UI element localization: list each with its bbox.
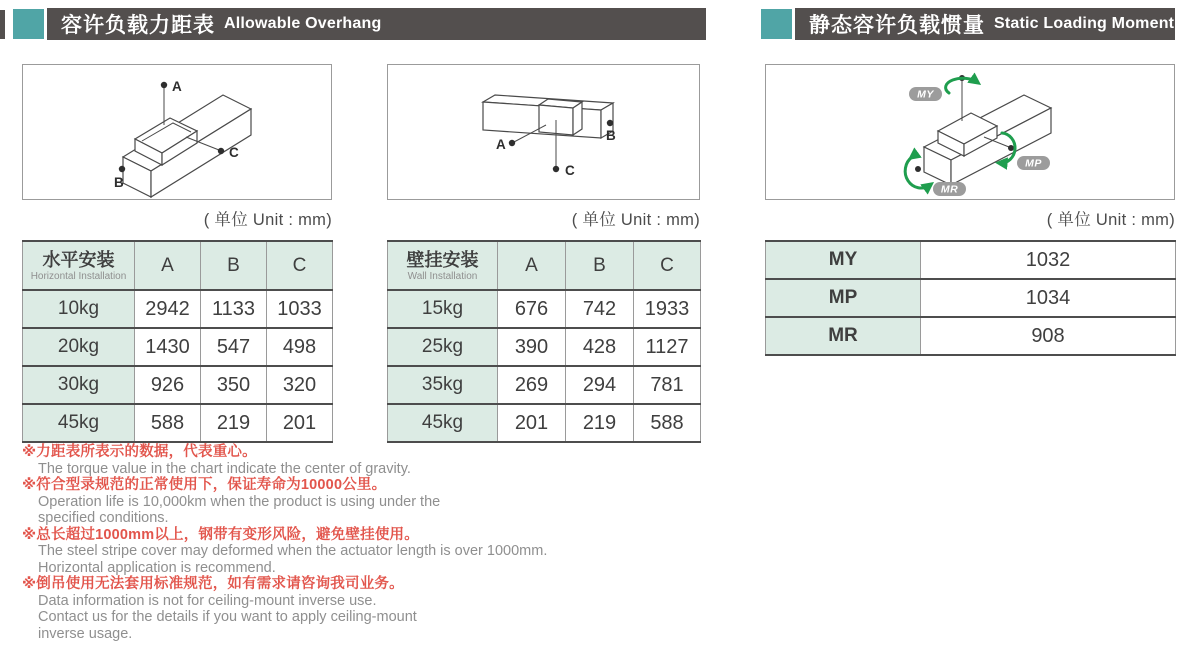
- value-cell: 498: [267, 328, 333, 366]
- value-cell: 781: [634, 366, 701, 404]
- actuator-isometric-drawing: [388, 65, 699, 199]
- column-header-c: C: [634, 241, 701, 290]
- value-cell: 547: [201, 328, 267, 366]
- value-cell: 219: [566, 404, 634, 442]
- row-label: MY: [766, 241, 921, 279]
- point-b-label: B: [114, 175, 124, 190]
- column-header-a: A: [135, 241, 201, 290]
- value-cell: 742: [566, 290, 634, 328]
- unit-label: ( 单位 Unit : mm): [571, 211, 700, 229]
- column-header-b: B: [566, 241, 634, 290]
- value-cell: 676: [498, 290, 566, 328]
- value-cell: 428: [566, 328, 634, 366]
- value-cell: 1127: [634, 328, 701, 366]
- table-header-row: [23, 241, 333, 290]
- value-cell: 201: [498, 404, 566, 442]
- note-en: Data information is not for ceiling-mount inverse use.: [38, 592, 377, 609]
- table-row: [388, 290, 701, 328]
- value-cell: 1032: [921, 241, 1176, 279]
- value-cell: 2942: [135, 290, 201, 328]
- value-cell: 588: [135, 404, 201, 442]
- section-header-static-loading-moment: [795, 8, 1175, 40]
- horizontal-installation-table: [22, 240, 333, 443]
- table-row: [766, 279, 1176, 317]
- value-cell: 320: [267, 366, 333, 404]
- my-rotation-axis: [909, 75, 977, 121]
- section-title-zh: 静态容许负载惯量: [809, 14, 985, 37]
- table-row: [388, 328, 701, 366]
- table-title-cell: [388, 241, 498, 290]
- header-accent-square-right: [761, 9, 792, 39]
- unit-label: ( 单位 Unit : mm): [203, 211, 332, 229]
- page-edge-mark: [0, 10, 5, 39]
- value-cell: 390: [498, 328, 566, 366]
- header-accent-square-left: [13, 9, 44, 39]
- section-title-en: Static Loading Moment: [994, 15, 1175, 32]
- table-header-row: [388, 241, 701, 290]
- row-label: 10kg: [23, 290, 135, 328]
- row-label: 35kg: [388, 366, 498, 404]
- mr-badge-label: MR: [940, 183, 959, 196]
- table-title-en: Horizontal Installation: [30, 270, 127, 282]
- row-label: MR: [766, 317, 921, 355]
- table-title-en: Wall Installation: [407, 270, 478, 282]
- column-header-a: A: [498, 241, 566, 290]
- note-en: Contact us for the details if you want to apply ceiling-mount: [38, 609, 417, 625]
- table-row: [766, 317, 1176, 355]
- row-label: 45kg: [388, 404, 498, 442]
- column-header-c: C: [267, 241, 333, 290]
- static-loading-moment-diagram: [765, 64, 1175, 200]
- horizontal-installation-diagram: [22, 64, 332, 200]
- table-title-cell: [23, 241, 135, 290]
- actuator-moment-drawing: [766, 65, 1174, 199]
- value-cell: 350: [201, 366, 267, 404]
- value-cell: 1033: [267, 290, 333, 328]
- note-zh: ※符合型录规范的正常使用下，保证寿命为10000公里。: [22, 477, 387, 493]
- row-label: 25kg: [388, 328, 498, 366]
- table-row: [388, 366, 701, 404]
- note-en: The torque value in the chart indicate the center of gravity.: [38, 460, 411, 477]
- row-label: 45kg: [23, 404, 135, 442]
- point-c-label: C: [565, 163, 575, 178]
- note-zh: ※力距表所表示的数据，代表重心。: [22, 444, 257, 460]
- table-title-zh: 壁挂安装: [406, 249, 479, 270]
- value-cell: 294: [566, 366, 634, 404]
- note-en: specified conditions.: [38, 510, 169, 526]
- note-en: Horizontal application is recommend.: [38, 559, 276, 576]
- section-header-allowable-overhang: [47, 8, 706, 40]
- value-cell: 1133: [201, 290, 267, 328]
- note-en: The steel stripe cover may deformed when the actuator length is over 1000mm.: [38, 543, 548, 559]
- wall-installation-table: [387, 240, 701, 443]
- section-title-zh: 容许负载力距表: [61, 14, 215, 37]
- slider-block: [539, 99, 582, 135]
- wall-installation-diagram: [387, 64, 700, 200]
- mp-badge-label: MP: [1025, 157, 1042, 170]
- table-row: [388, 404, 701, 442]
- value-cell: 1034: [921, 279, 1176, 317]
- point-b-label: B: [606, 128, 616, 143]
- value-cell: 219: [201, 404, 267, 442]
- value-cell: 201: [267, 404, 333, 442]
- unit-label: ( 单位 Unit : mm): [1046, 211, 1175, 229]
- my-badge-label: MY: [917, 88, 934, 101]
- value-cell: 908: [921, 317, 1176, 355]
- value-cell: 1933: [634, 290, 701, 328]
- point-b-marker: [606, 120, 616, 143]
- point-b-marker: [114, 166, 125, 190]
- table-row: [23, 290, 333, 328]
- table-title-zh: 水平安装: [42, 249, 115, 270]
- value-cell: 926: [135, 366, 201, 404]
- note-zh: ※倒吊使用无法套用标准规范，如有需求请咨询我司业务。: [22, 576, 404, 592]
- table-row: [23, 328, 333, 366]
- point-c-label: C: [229, 145, 239, 160]
- point-a-label: A: [172, 79, 182, 94]
- row-label: 30kg: [23, 366, 135, 404]
- value-cell: 1430: [135, 328, 201, 366]
- column-header-b: B: [201, 241, 267, 290]
- value-cell: 269: [498, 366, 566, 404]
- static-loading-moment-table: [765, 240, 1176, 356]
- table-row: [766, 241, 1176, 279]
- table-row: [23, 366, 333, 404]
- point-a-label: A: [496, 137, 506, 152]
- row-label: 15kg: [388, 290, 498, 328]
- row-label: 20kg: [23, 328, 135, 366]
- value-cell: 588: [634, 404, 701, 442]
- note-zh: ※总长超过1000mm以上，钢带有变形风险，避免壁挂使用。: [22, 526, 419, 543]
- section-title-en: Allowable Overhang: [224, 15, 382, 32]
- row-label: MP: [766, 279, 921, 317]
- footnotes: [22, 444, 672, 642]
- note-en: inverse usage.: [38, 625, 133, 642]
- note-en: Operation life is 10,000km when the product is using under the: [38, 493, 441, 510]
- table-row: [23, 404, 333, 442]
- actuator-isometric-drawing: [23, 65, 331, 199]
